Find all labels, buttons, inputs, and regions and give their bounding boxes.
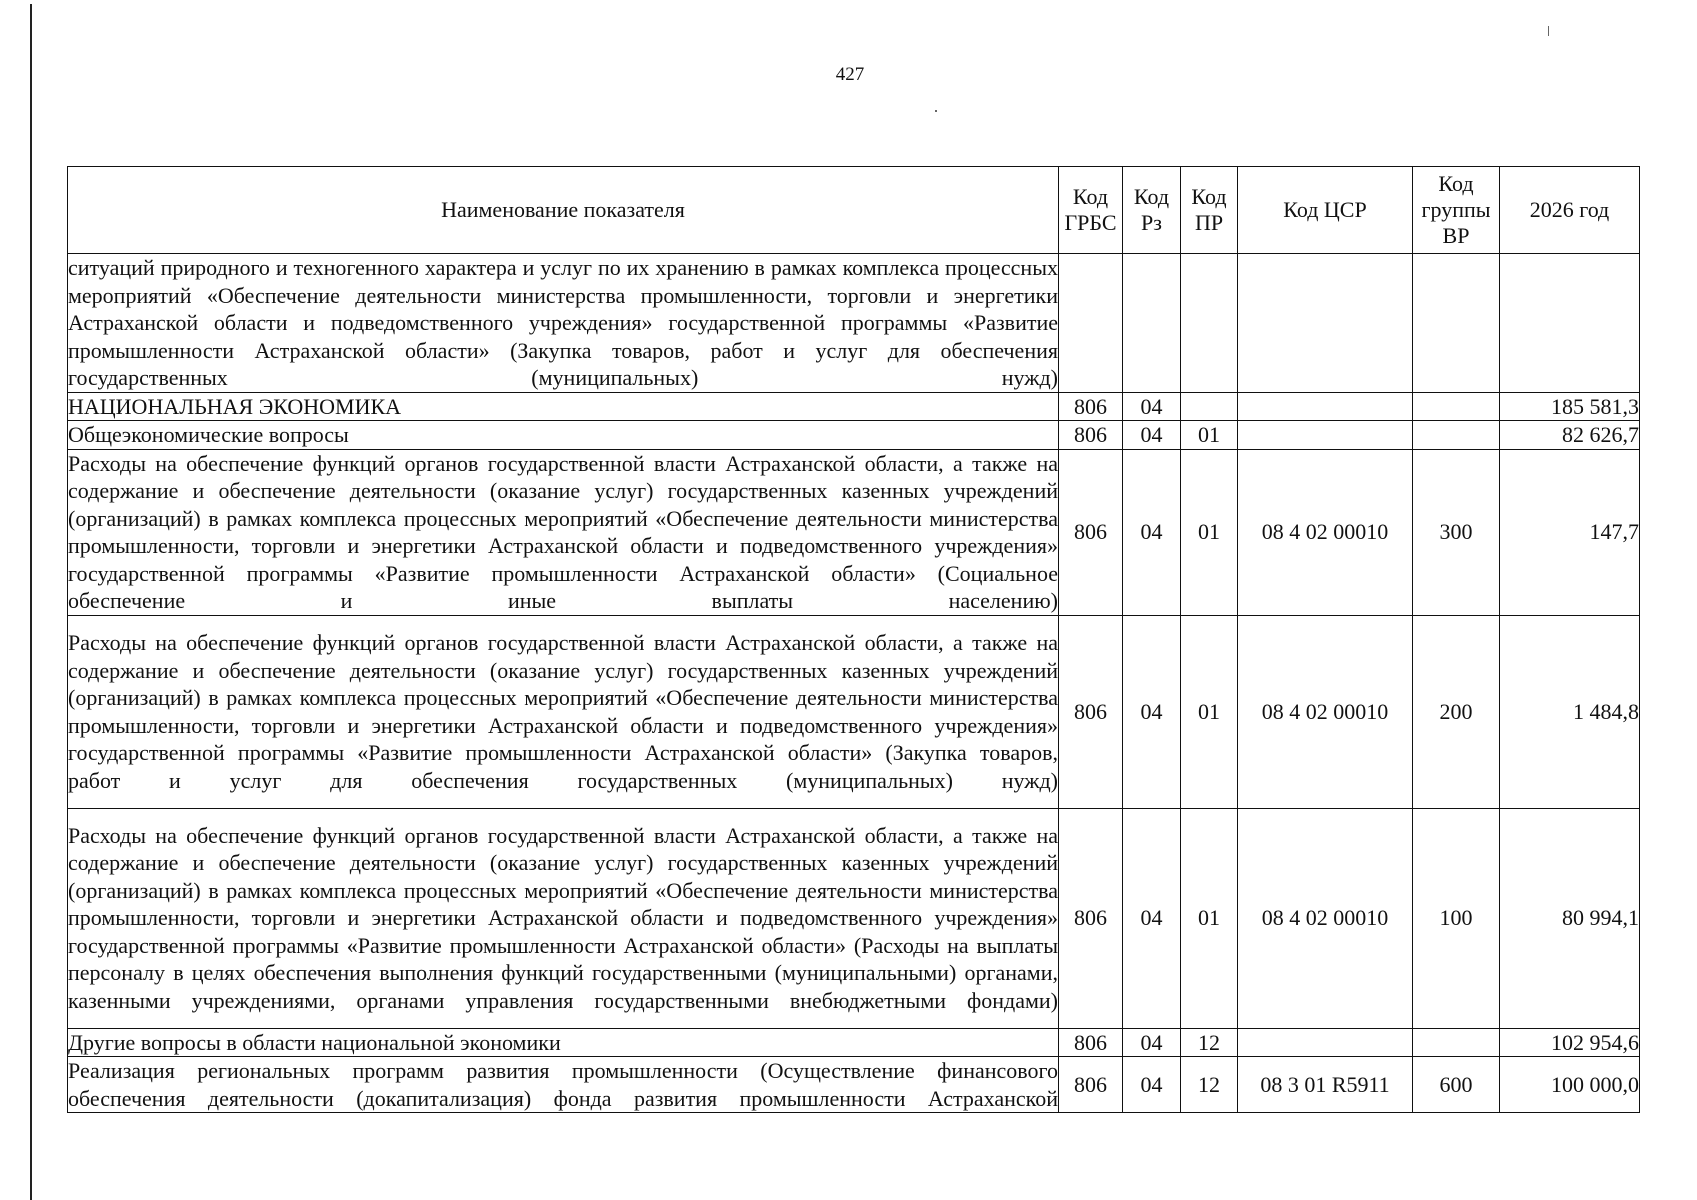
scan-speck xyxy=(935,110,937,112)
header-csr: Код ЦСР xyxy=(1238,167,1413,254)
row-name: Расходы на обеспечение функций органов государственной власти Астраханской области, а также на содержание и обеспечение деятельности (оказание услуг) государственных казенных учреждений (организаций) в рамках комплекса процессных мероприятий «Обеспечение деятельности министерства промышленности, торговли и энергетики Астраханской области и подведомственного учреждения» государственной программы «Развитие промышленности Астраханской области» (Расходы на выплаты персоналу в целях обеспечения выполнения функций государственными (муниципальными) органами, казенными учреждениями, органами управления государственными внебюджетными фондами) xyxy=(68,808,1059,1028)
row-vr: 200 xyxy=(1413,615,1500,808)
row-csr xyxy=(1238,254,1413,393)
row-pr: 01 xyxy=(1181,421,1238,450)
row-amount: 82 626,7 xyxy=(1500,421,1640,450)
row-csr xyxy=(1238,421,1413,450)
row-name: Реализация региональных программ развития промышленности (Осуществление финансового обеспечения деятельности (докапитализация) фонда развития промышленности Астраханской xyxy=(68,1058,1058,1111)
row-vr xyxy=(1413,392,1500,421)
table-row xyxy=(68,449,1640,615)
header-row xyxy=(68,167,1640,254)
row-pr: 01 xyxy=(1181,808,1238,1028)
row-amount: 80 994,1 xyxy=(1500,808,1640,1028)
row-grbs: 806 xyxy=(1059,808,1123,1028)
row-grbs: 806 xyxy=(1059,1028,1123,1057)
row-grbs: 806 xyxy=(1059,392,1123,421)
row-rz: 04 xyxy=(1123,615,1181,808)
row-rz: 04 xyxy=(1123,1028,1181,1057)
row-vr: 300 xyxy=(1413,449,1500,615)
row-name: НАЦИОНАЛЬНАЯ ЭКОНОМИКА xyxy=(68,392,1059,421)
row-csr: 08 3 01 R5911 xyxy=(1238,1057,1413,1113)
row-amount: 102 954,6 xyxy=(1500,1028,1640,1057)
table-row xyxy=(68,1057,1640,1113)
row-rz: 04 xyxy=(1123,449,1181,615)
row-rz: 04 xyxy=(1123,392,1181,421)
margin-rule xyxy=(30,4,32,1200)
header-pr: Код ПР xyxy=(1181,167,1238,254)
table-row xyxy=(68,808,1640,1028)
page-number: 427 xyxy=(835,64,865,85)
header-vr: Код группы ВР xyxy=(1413,167,1500,254)
header-year: 2026 год xyxy=(1500,167,1640,254)
row-rz: 04 xyxy=(1123,421,1181,450)
row-grbs: 806 xyxy=(1059,615,1123,808)
row-name: ситуаций природного и техногенного характера и услуг по их хранению в рамках комплекса процессных мероприятий «Обеспечение деятельности министерства промышленности, торговли и энергетики Астраханской области и подведомственного учреждения» государственной программы «Развитие промышленности Астраханской области» (Закупка товаров, работ и услуг для обеспечения государственных (муниципальных) нужд) xyxy=(68,255,1058,390)
table-row xyxy=(68,1028,1640,1057)
row-grbs xyxy=(1059,254,1123,393)
row-csr xyxy=(1238,1028,1413,1057)
row-amount: 147,7 xyxy=(1500,449,1640,615)
table-row xyxy=(68,615,1640,808)
row-rz xyxy=(1123,254,1181,393)
row-csr: 08 4 02 00010 xyxy=(1238,615,1413,808)
row-amount xyxy=(1500,254,1640,393)
row-csr xyxy=(1238,392,1413,421)
scan-speck xyxy=(1548,26,1549,36)
row-amount: 1 484,8 xyxy=(1500,615,1640,808)
table-row xyxy=(68,254,1640,393)
row-grbs: 806 xyxy=(1059,1057,1123,1113)
header-rz: Код Рз xyxy=(1123,167,1181,254)
row-grbs: 806 xyxy=(1059,449,1123,615)
row-pr xyxy=(1181,254,1238,393)
budget-table xyxy=(67,166,1640,1113)
row-vr xyxy=(1413,254,1500,393)
row-name: Другие вопросы в области национальной экономики xyxy=(68,1028,1059,1057)
row-vr xyxy=(1413,421,1500,450)
row-grbs: 806 xyxy=(1059,421,1123,450)
row-pr: 01 xyxy=(1181,615,1238,808)
row-name: Расходы на обеспечение функций органов государственной власти Астраханской области, а также на содержание и обеспечение деятельности (оказание услуг) государственных казенных учреждений (организаций) в рамках комплекса процессных мероприятий «Обеспечение деятельности министерства промышленности, торговли и энергетики Астраханской области и подведомственного учреждения» государственной программы «Развитие промышленности Астраханской области» (Закупка товаров, работ и услуг для обеспечения государственных (муниципальных) нужд) xyxy=(68,615,1059,808)
row-amount: 185 581,3 xyxy=(1500,392,1640,421)
row-vr: 600 xyxy=(1413,1057,1500,1113)
row-rz: 04 xyxy=(1123,1057,1181,1113)
row-vr: 100 xyxy=(1413,808,1500,1028)
row-amount: 100 000,0 xyxy=(1500,1057,1640,1113)
header-grbs: Код ГРБС xyxy=(1059,167,1123,254)
row-vr xyxy=(1413,1028,1500,1057)
row-csr: 08 4 02 00010 xyxy=(1238,449,1413,615)
row-pr xyxy=(1181,392,1238,421)
table-row xyxy=(68,421,1640,450)
table-row xyxy=(68,392,1640,421)
row-csr: 08 4 02 00010 xyxy=(1238,808,1413,1028)
header-name: Наименование показателя xyxy=(68,167,1059,254)
row-pr: 12 xyxy=(1181,1057,1238,1113)
row-pr: 12 xyxy=(1181,1028,1238,1057)
row-pr: 01 xyxy=(1181,449,1238,615)
row-name: Расходы на обеспечение функций органов государственной власти Астраханской области, а также на содержание и обеспечение деятельности (оказание услуг) государственных казенных учреждений (организаций) в рамках комплекса процессных мероприятий «Обеспечение деятельности министерства промышленности, торговли и энергетики Астраханской области и подведомственного учреждения» государственной программы «Развитие промышленности Астраханской области» (Социальное обеспечение и иные выплаты населению) xyxy=(68,450,1058,613)
row-name: Общеэкономические вопросы xyxy=(68,421,1059,450)
row-rz: 04 xyxy=(1123,808,1181,1028)
